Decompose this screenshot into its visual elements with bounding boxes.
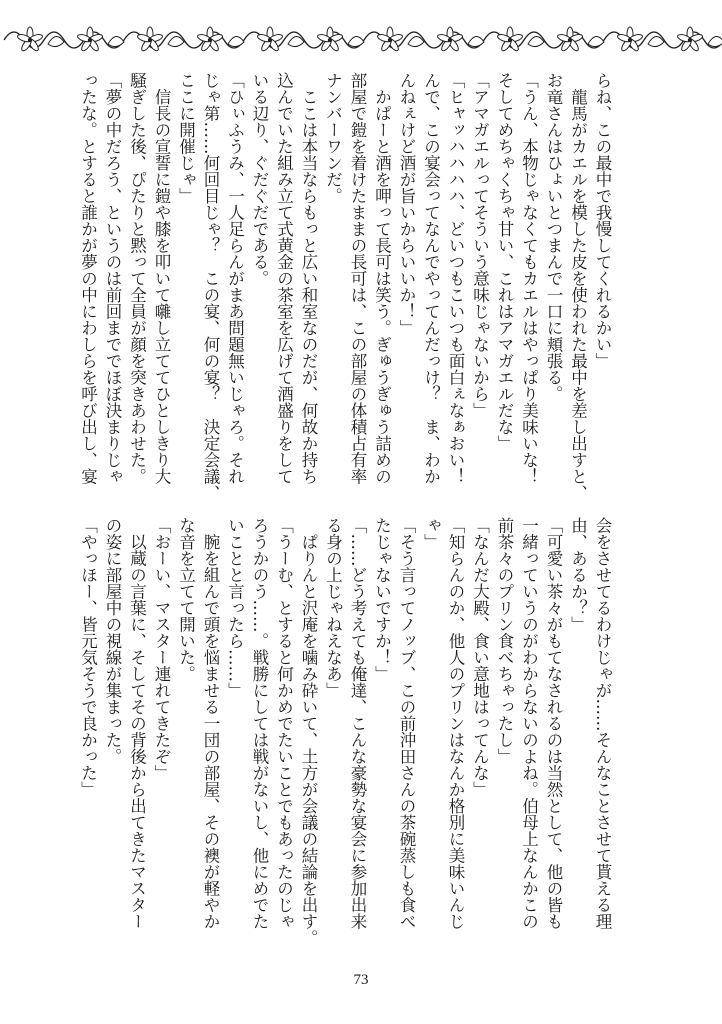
text-line: 信長の宣誓に鎧や膝を叩いて囃し立ててひとしきり大 [152, 72, 171, 485]
text-line: ここに開催じゃ」 [176, 72, 196, 204]
text-line: お竜さんはひょいとつまんで一口に頬張る。 [544, 72, 563, 402]
text-line: 以蔵の言葉に、そしてその背後から出てきたマスター [127, 517, 147, 930]
text-line: 「そう言ってノッブ、この前沖田さんの茶碗蒸しも食べ [397, 517, 416, 930]
flower-ornament [317, 27, 364, 52]
text-line: 「夢の中だろう、というのは前回まででほぼ決まりじゃ [103, 72, 122, 485]
text-line: たじゃないですか！」 [372, 517, 392, 682]
text-line: 前茶々のプリン食べちゃったし」 [495, 517, 514, 765]
text-line: 「やっほー、皆元気そうで良かった」 [78, 517, 98, 798]
text-line: 「うーむ、とすると何かめでたいことでもあったのじゃ [274, 517, 294, 930]
flower-ornament [437, 27, 484, 52]
flower-ornament [497, 27, 544, 52]
text-line: の姿に部屋中の視線が集まった。 [103, 517, 122, 765]
flower-ornament [257, 27, 304, 52]
text-line: じゃ第……何回目じゃ？ この宴、何の宴？ 決定会議、 [201, 72, 220, 501]
flower-ornament [377, 27, 424, 52]
text-line: 一緒っていうのがわからないのよね。伯母上なんかこの [519, 517, 539, 930]
text-line: 「アマガエルってそういう意味じゃないから」 [470, 72, 490, 419]
text-line: 会をさせてるわけじゃが……そんなことさせて貰える理 [593, 517, 612, 930]
text-line: 「ヒャッハハハハ、どいつもこいつも面白ぇなぁおい！ [446, 72, 465, 485]
text-line: らね、この最中で我慢してくれるかい」 [593, 72, 612, 369]
text-line: そしてめちゃくちゃ甘い、これはアマガエルだな」 [495, 72, 514, 452]
text-line: んで、この宴会ってなんでやってんだっけ？ ま、わか [421, 72, 441, 485]
text-line: ったな。とすると誰かが夢の中にわしらを呼び出し、宴 [78, 72, 98, 485]
text-line: 「おーい、マスター連れてきたぞ」 [152, 517, 171, 781]
text-line: かぱーと酒を呷って長可は笑う。ぎゅうぎゅう詰めの [372, 72, 392, 485]
flower-ornament [77, 27, 124, 52]
text-line: んねぇけど酒が旨いからいいか！」 [397, 72, 416, 336]
text-line: 「知らんのか、他人のプリンはなんか格別に美味いんじ [446, 517, 465, 930]
text-line: ぱりんと沢庵を噛み砕いて、土方が会議の結論を出す。 [299, 517, 318, 946]
text-line: いことと言ったら……」 [225, 517, 245, 699]
page-number: 73 [353, 972, 369, 988]
flower-ornament [137, 27, 184, 52]
text-line: 部屋で鎧を着けたままの長可は、この部屋の体積占有率 [348, 72, 367, 485]
decorative-floral-border [0, 14, 722, 64]
flower-ornament [17, 27, 64, 52]
text-line: 龍馬がカエルを模した皮を使われた最中を差し出すと、 [568, 72, 588, 501]
text-line: 腕を組んで頭を悩ませる一団の部屋、その襖が軽やか [201, 517, 220, 930]
text-line: ろうかのう……。戦勝にしては戦がないし、他にめでた [250, 517, 269, 930]
text-line: ゃ」 [421, 517, 441, 550]
flower-ornament [617, 27, 664, 52]
text-line: 「なんだ大殿、食い意地はってんな」 [470, 517, 490, 798]
flower-ornament [557, 27, 604, 52]
text-line: いる辺り、ぐだぐだである。 [250, 72, 269, 287]
text-line: 「ひぃふうみ、一人足らんがまあ問題無いじゃろ。それ [225, 72, 245, 485]
text-line: る身の上じゃねえなあ」 [323, 517, 343, 699]
text-line: 「……どう考えても俺達、こんな豪勢な宴会に参加出来 [348, 517, 367, 930]
text-line: 騒ぎした後、ぴたりと黙って全員が顔を突きあわせた。 [127, 72, 147, 485]
text-line: 由、あるか？」 [568, 517, 588, 633]
text-line: 「うん、本物じゃなくてもカエルはやっぱり美味いな！ [519, 72, 539, 485]
flower-ornament [197, 27, 244, 52]
text-line: ここは本当ならもっと広い和室なのだが、何故か持ち [299, 72, 318, 485]
lower-text-block [74, 517, 614, 946]
text-line: ナンバーワンだ。 [323, 72, 343, 204]
text-line: な音を立てて開いた。 [176, 517, 196, 682]
text-line: 込んでいた組み立て式黄金の茶室を広げて酒盛りをして [274, 72, 294, 485]
text-line: 「可愛い茶々がもてなされるのは当然として、他の皆も [544, 517, 563, 930]
upper-text-block [74, 72, 614, 501]
